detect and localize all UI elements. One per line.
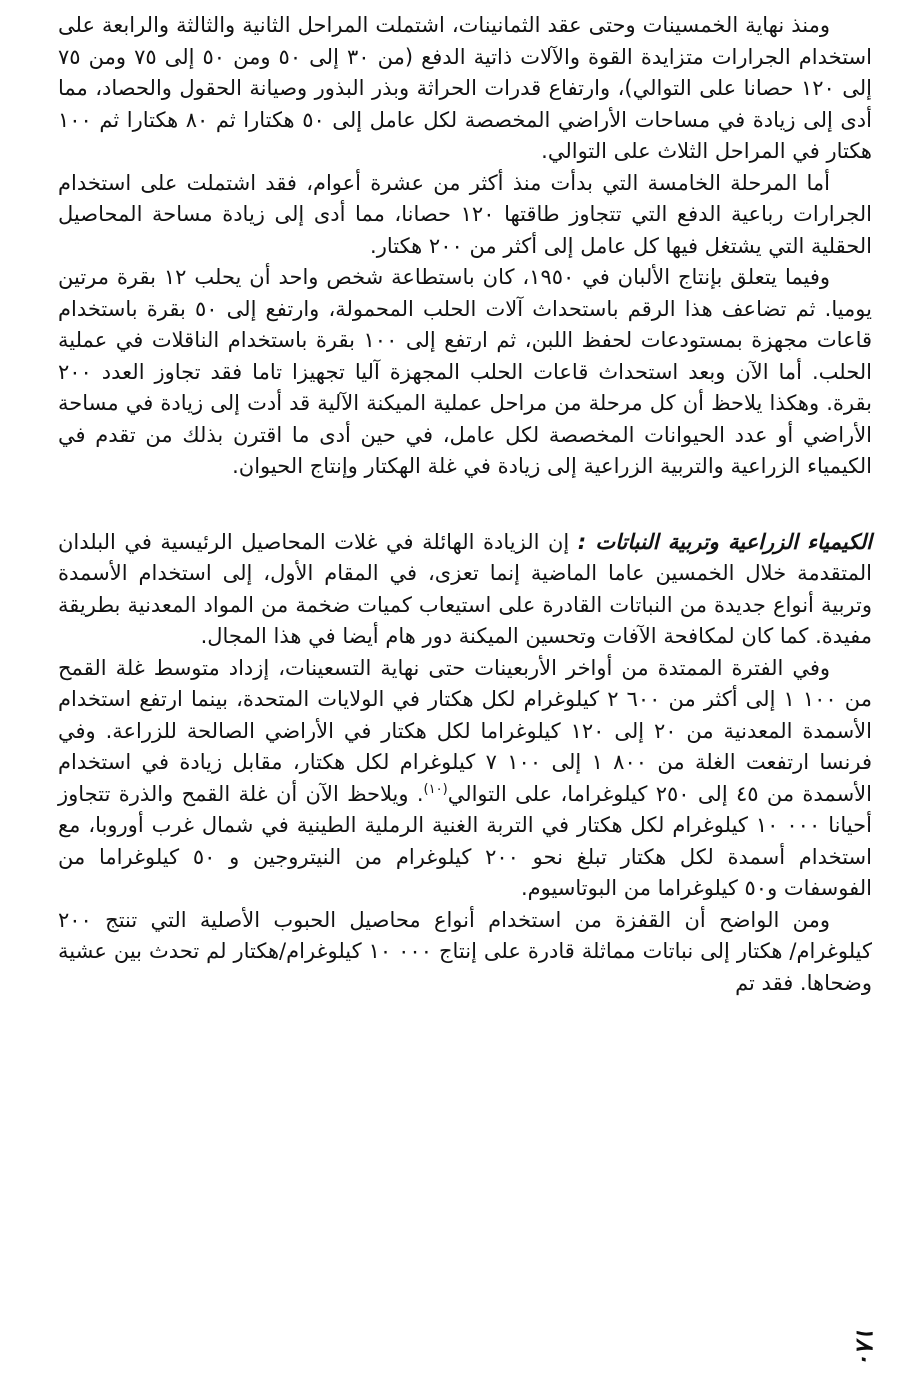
paragraph-grain-leap: ومن الواضح أن القفزة من استخدام أنواع محاصيل الحبوب الأصلية التي تنتج ٢٠٠ كيلوغرام/ هكتار إلى نباتات مماثلة قادرة على إنتاج ١٠ ٠٠٠ كيلوغرام/هكتار لم تحدث بين عشية وضحاها. فقد تم <box>58 907 872 995</box>
section-heading: الكيمياء الزراعية وتربية النباتات : <box>577 529 872 554</box>
paragraph-fifth-stage: أما المرحلة الخامسة التي بدأت منذ أكثر من عشرة أعوام، فقد اشتملت على استخدام الجرارات رباعية الدفع التي تتجاوز طاقتها ١٢٠ حصانا، مما أدى إلى زيادة مساحة المحاصيل الحقلية التي يشتغل فيها كل عامل إلى أكثر من ٢٠٠ هكتار. <box>58 170 873 258</box>
yield-text-after-ref: . ويلاحظ الآن أن غلة القمح والذرة تتجاوز أحيانا ١٠ ٠٠٠ كيلوغرام لكل هكتار في التربة الغنية الرملية الطينية في شمال غرب أوروبا، مع استخدام أسمدة لكل هكتار تبلغ نحو ٢٠٠ كيلوغرام من النيتروجين و ٥٠ كيلوغراما من الفوسفات و٥٠ كيلوغراما من البوتاسيوم. <box>58 781 872 900</box>
yield-text-before-ref: وفي الفترة الممتدة من أواخر الأربعينات حتى نهاية التسعينات، إزداد متوسط غلة القمح من ١ ١٠٠ إلى أكثر من ٢ ٦٠٠ كيلوغرام لكل هكتار في الولايات المتحدة، بينما ارتفع استخدام الأسمدة المعدنية من ٢٠ إلى ١٢٠ كيلوغراما لكل هكتار في الأراضي الصالحة للزراعة. وفي فرنسا ارتفعت الغلة من ١ ٨٠٠ إلى ٧ ١٠٠ كيلوغرام لكل هكتار، مقابل زيادة في استخدام الأسمدة من ٤٥ إلى ٢٥٠ كيلوغراما، على التوالي <box>58 655 873 806</box>
paragraph-yield-statistics <box>58 653 872 905</box>
paragraph-mechanization-stages: ومنذ نهاية الخمسينات وحتى عقد الثمانينات، اشتملت المراحل الثانية والثالثة والرابعة على استخدام الجرارات متزايدة القوة والآلات ذاتية الدفع (من ٣٠ إلى ٥٠ ومن ٥٠ إلى ٧٥ ومن ٧٥ إلى ١٢٠ حصانا على التوالي)، وارتفاع قدرات الحراثة وبذر البذور وصيانة الحقول والحصاد، مما أدى إلى زيادة في مساحات الأراضي المخصصة لكل عامل إلى ٥٠ هكتارا ثم ٨٠ هكتارا ثم ١٠٠ هكتار في المراحل الثلاث على التوالي. <box>58 13 872 163</box>
footnote-ref-10: (١٠) <box>423 781 448 797</box>
page-number: ١٨٠ <box>851 1324 880 1364</box>
section-body-text: إن الزيادة الهائلة في غلات المحاصيل الرئيسية في البلدان المتقدمة خلال الخمسين عاما الماضية إنما تعزى، في المقام الأول، إلى استخدام الأسمدة وتربية أنواع جديدة من النباتات القادرة على استيعاب كميات ضخمة من المواد المعدنية بطريقة مفيدة. كما كان لمكافحة الآفات وتحسين الميكنة دور هام أيضا في هذا المجال. <box>58 529 872 648</box>
paragraph-agro-chemistry-section <box>58 527 872 653</box>
paragraph-dairy-production: وفيما يتعلق بإنتاج الألبان في ١٩٥٠، كان باستطاعة شخص واحد أن يحلب ١٢ بقرة مرتين يوميا. ثم تضاعف هذا الرقم باستحداث آلات الحلب المحمولة، وارتفع إلى ٥٠ بقرة باستخدام قاعات مجهزة بمستودعات لحفظ اللبن، ثم ارتفع إلى ١٠٠ بقرة باستخدام الناقلات في عملية الحلب. أما الآن وبعد استحداث قاعات الحلب المجهزة آليا تجهيزا تاما فقد تجاوز العدد ٢٠٠ بقرة. وهكذا يلاحظ أن كل مرحلة من مراحل عملية الميكنة الآلية قد أدت إلى زيادة في مساحة الأراضي أو عدد الحيوانات المخصصة لكل عامل، في حين أدى ما اقترن بذلك من تقدم في الكيمياء الزراعية والتربية الزراعية إلى زيادة في غلة الهكتار وإنتاج الحيوان. <box>58 265 873 478</box>
